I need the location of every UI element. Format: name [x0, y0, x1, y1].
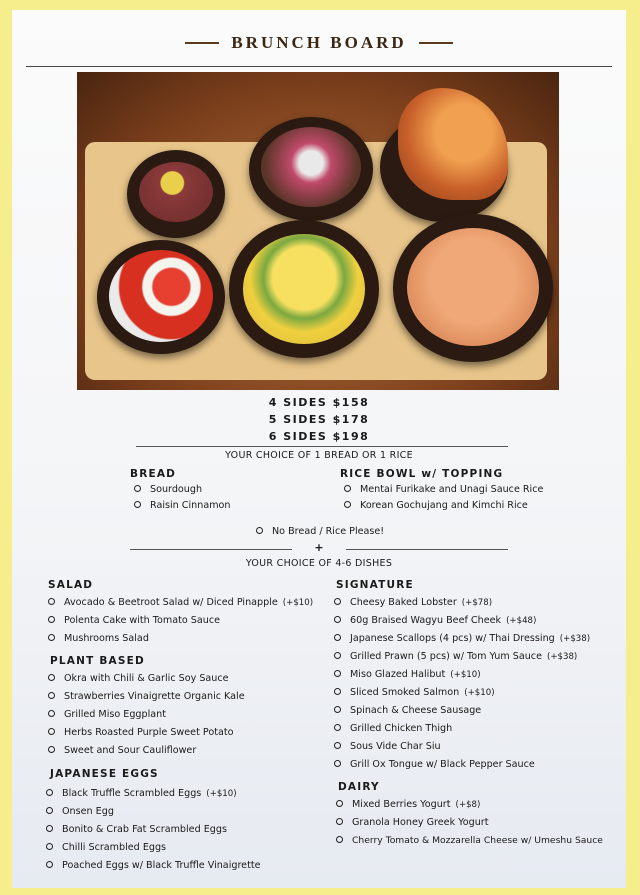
japanese-eggs-item: Bonito & Crab Fat Scrambled Eggs [46, 824, 227, 835]
dairy-item: Cherry Tomato & Mozzarella Cheese w/ Umeshu Sauce [336, 835, 603, 846]
salad-item: Avocado & Beetroot Salad w/ Diced Pinapple (+$10) [48, 597, 313, 608]
rice-heading: RICE BOWL w/ TOPPING [340, 468, 504, 480]
top-divider [26, 66, 612, 67]
no-bread-option: No Bread / Rice Please! [256, 526, 384, 537]
dairy-heading: DAIRY [338, 781, 380, 793]
japanese-eggs-item: Onsen Egg [46, 806, 114, 817]
signature-item: Grilled Chicken Thigh [334, 723, 452, 734]
title-dash-right [419, 42, 453, 44]
bowl-rice [393, 214, 553, 362]
dairy-item: Granola Honey Greek Yogurt [336, 817, 489, 828]
japanese-eggs-item: Chilli Scrambled Eggs [46, 842, 166, 853]
title-row [12, 32, 626, 53]
japanese-eggs-item: Black Truffle Scrambled Eggs (+$10) [46, 788, 237, 799]
menu-page [12, 10, 626, 888]
signature-item: Grilled Prawn (5 pcs) w/ Tom Yum Sauce (+$38) [334, 651, 577, 662]
price-6-sides: 6 SIDES $198 [268, 430, 370, 443]
price-4-sides: 4 SIDES $158 [268, 396, 370, 409]
bowl-tomato [97, 240, 225, 354]
japanese-eggs-heading: JAPANESE EGGS [50, 768, 159, 780]
plant-based-item: Strawberries Vinaigrette Organic Kale [48, 691, 245, 702]
plant-based-item: Okra with Chili & Garlic Soy Sauce [48, 673, 229, 684]
signature-item: Sous Vide Char Siu [334, 741, 441, 752]
menu-title: BRUNCH BOARD [231, 32, 407, 52]
signature-item: Sliced Smoked Salmon (+$10) [334, 687, 495, 698]
bowl-lobster [380, 112, 508, 222]
plant-based-item: Sweet and Sour Cauliflower [48, 745, 196, 756]
bread-item: Sourdough [134, 484, 202, 495]
signature-item: Cheesy Baked Lobster (+$78) [334, 597, 492, 608]
dishes-choice: YOUR CHOICE OF 4-6 DISHES [245, 558, 393, 569]
salad-item: Mushrooms Salad [48, 633, 149, 644]
bowl-salad [249, 117, 373, 221]
signature-heading: SIGNATURE [336, 579, 414, 591]
bowl-eggs [229, 220, 379, 358]
bowl-beef [127, 150, 225, 238]
bread-item: Raisin Cinnamon [134, 500, 231, 511]
signature-item: Miso Glazed Halibut (+$10) [334, 669, 481, 680]
salad-heading: SALAD [48, 579, 94, 591]
divider-right [346, 549, 508, 550]
signature-item: Spinach & Cheese Sausage [334, 705, 481, 716]
rice-item: Mentai Furikake and Unagi Sauce Rice [344, 484, 543, 495]
plant-based-item: Grilled Miso Eggplant [48, 709, 166, 720]
price-5-sides: 5 SIDES $178 [268, 413, 370, 426]
dairy-item: Mixed Berries Yogurt (+$8) [336, 799, 480, 810]
bread-heading: BREAD [130, 468, 177, 480]
price-list [12, 394, 626, 445]
title-dash-left [185, 42, 219, 44]
signature-item: Japanese Scallops (4 pcs) w/ Thai Dressing (+$38) [334, 633, 590, 644]
rice-item: Korean Gochujang and Kimchi Rice [344, 500, 528, 511]
plant-based-heading: PLANT BASED [50, 655, 145, 667]
bread-rice-choice: YOUR CHOICE OF 1 BREAD OR 1 RICE [225, 450, 413, 461]
plant-based-item: Herbs Roasted Purple Sweet Potato [48, 727, 233, 738]
signature-item: Grill Ox Tongue w/ Black Pepper Sauce [334, 759, 535, 770]
divider-bread-rice [136, 446, 508, 447]
brunch-board-photo [77, 72, 559, 390]
signature-item: 60g Braised Wagyu Beef Cheek (+$48) [334, 615, 536, 626]
salad-item: Polenta Cake with Tomato Sauce [48, 615, 220, 626]
japanese-eggs-item: Poached Eggs w/ Black Truffle Vinaigrette [46, 860, 261, 871]
plus-sign: + [314, 541, 324, 554]
